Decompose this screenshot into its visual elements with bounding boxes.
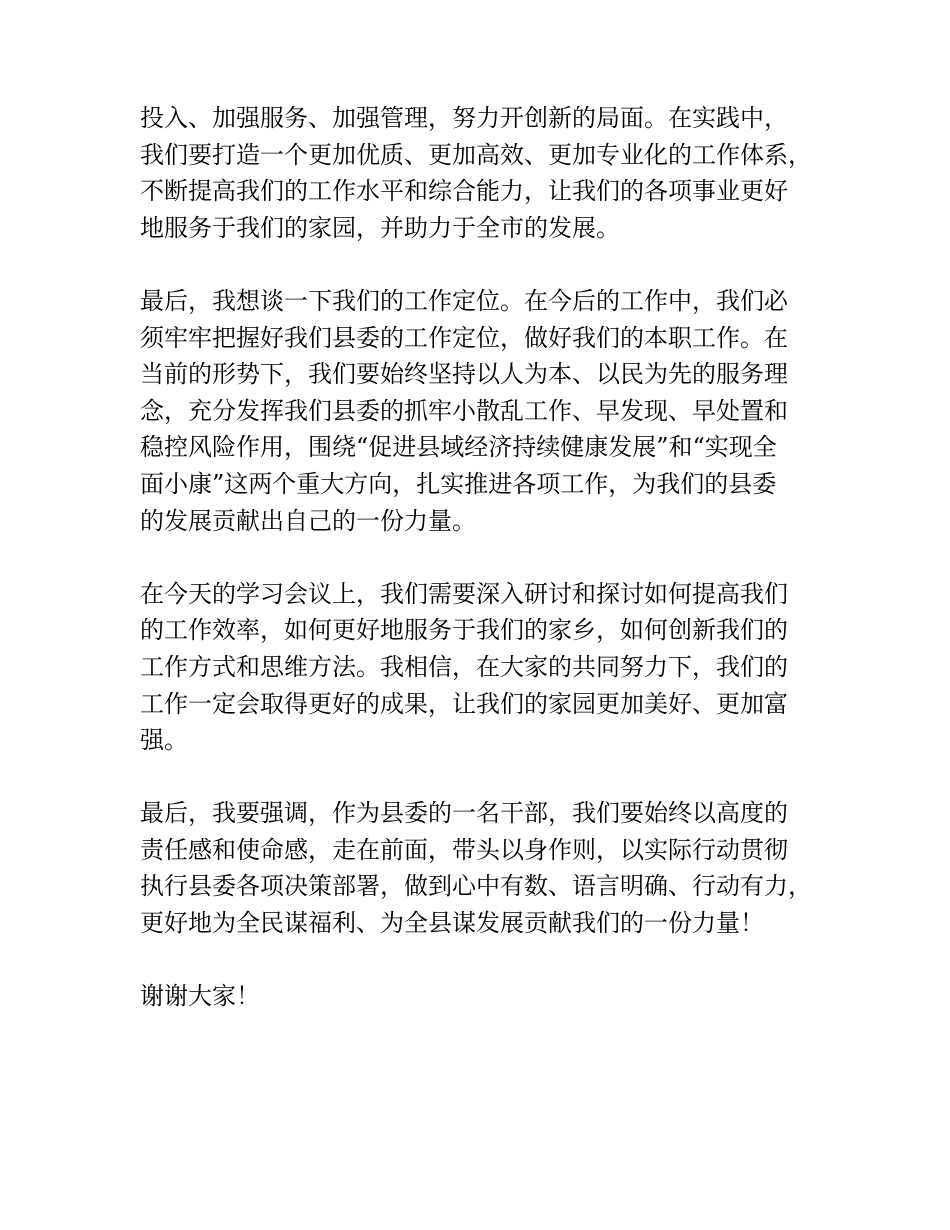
document-page	[140, 100, 840, 1051]
paragraph-line: 的发展贡献出自己的一份力量。	[140, 506, 476, 535]
paragraph-line: 在今天的学习会议上，我们需要深入研讨和探讨如何提高我们	[140, 579, 788, 608]
paragraph-line: 不断提高我们的工作水平和综合能力，让我们的各项事业更好	[140, 177, 788, 206]
paragraph-line: 责任感和使命感，走在前面，带头以身作则，以实际行动贯彻	[140, 835, 788, 864]
paragraph-line: 稳控风险作用，围绕“促进县域经济持续健康发展”和“实现全	[140, 433, 777, 462]
paragraph-4	[140, 795, 840, 941]
paragraph-line: 投入、加强服务、加强管理，努力开创新的局面。在实践中，	[140, 104, 788, 132]
paragraph-3	[140, 576, 840, 759]
paragraph-2	[140, 283, 840, 539]
paragraph-line: 更好地为全民谋福利、为全县谋发展贡献我们的一份力量！	[140, 909, 764, 938]
paragraph-line: 最后，我要强调，作为县委的一名干部，我们要始终以高度的	[140, 799, 788, 828]
paragraph-line: 强。	[140, 726, 188, 755]
paragraph-line: 工作一定会取得更好的成果，让我们的家园更加美好、更加富	[140, 689, 788, 718]
paragraph-line: 执行县委各项决策部署，做到心中有数、语言明确、行动有力，	[140, 872, 812, 901]
paragraph-line: 当前的形势下，我们要始终坚持以人为本、以民为先的服务理	[140, 360, 788, 389]
paragraph-line: 地服务于我们的家园，并助力于全市的发展。	[140, 213, 620, 242]
paragraph-line: 面小康”这两个重大方向，扎实推进各项工作，为我们的县委	[140, 469, 777, 498]
paragraph-line: 谢谢大家！	[140, 982, 260, 1011]
paragraph-line: 我们要打造一个更加优质、更加高效、更加专业化的工作体系，	[140, 140, 812, 169]
paragraph-line: 工作方式和思维方法。我相信，在大家的共同努力下，我们的	[140, 652, 788, 681]
closing-line	[140, 978, 840, 1015]
paragraph-line: 最后，我想谈一下我们的工作定位。在今后的工作中，我们必	[140, 286, 788, 315]
paragraph-1	[140, 100, 840, 246]
paragraph-line: 的工作效率，如何更好地服务于我们的家乡，如何创新我们的	[140, 616, 788, 645]
paragraph-line: 须牢牢把握好我们县委的工作定位，做好我们的本职工作。在	[140, 323, 788, 352]
paragraph-line: 念，充分发挥我们县委的抓牢小散乱工作、早发现、早处置和	[140, 396, 788, 425]
